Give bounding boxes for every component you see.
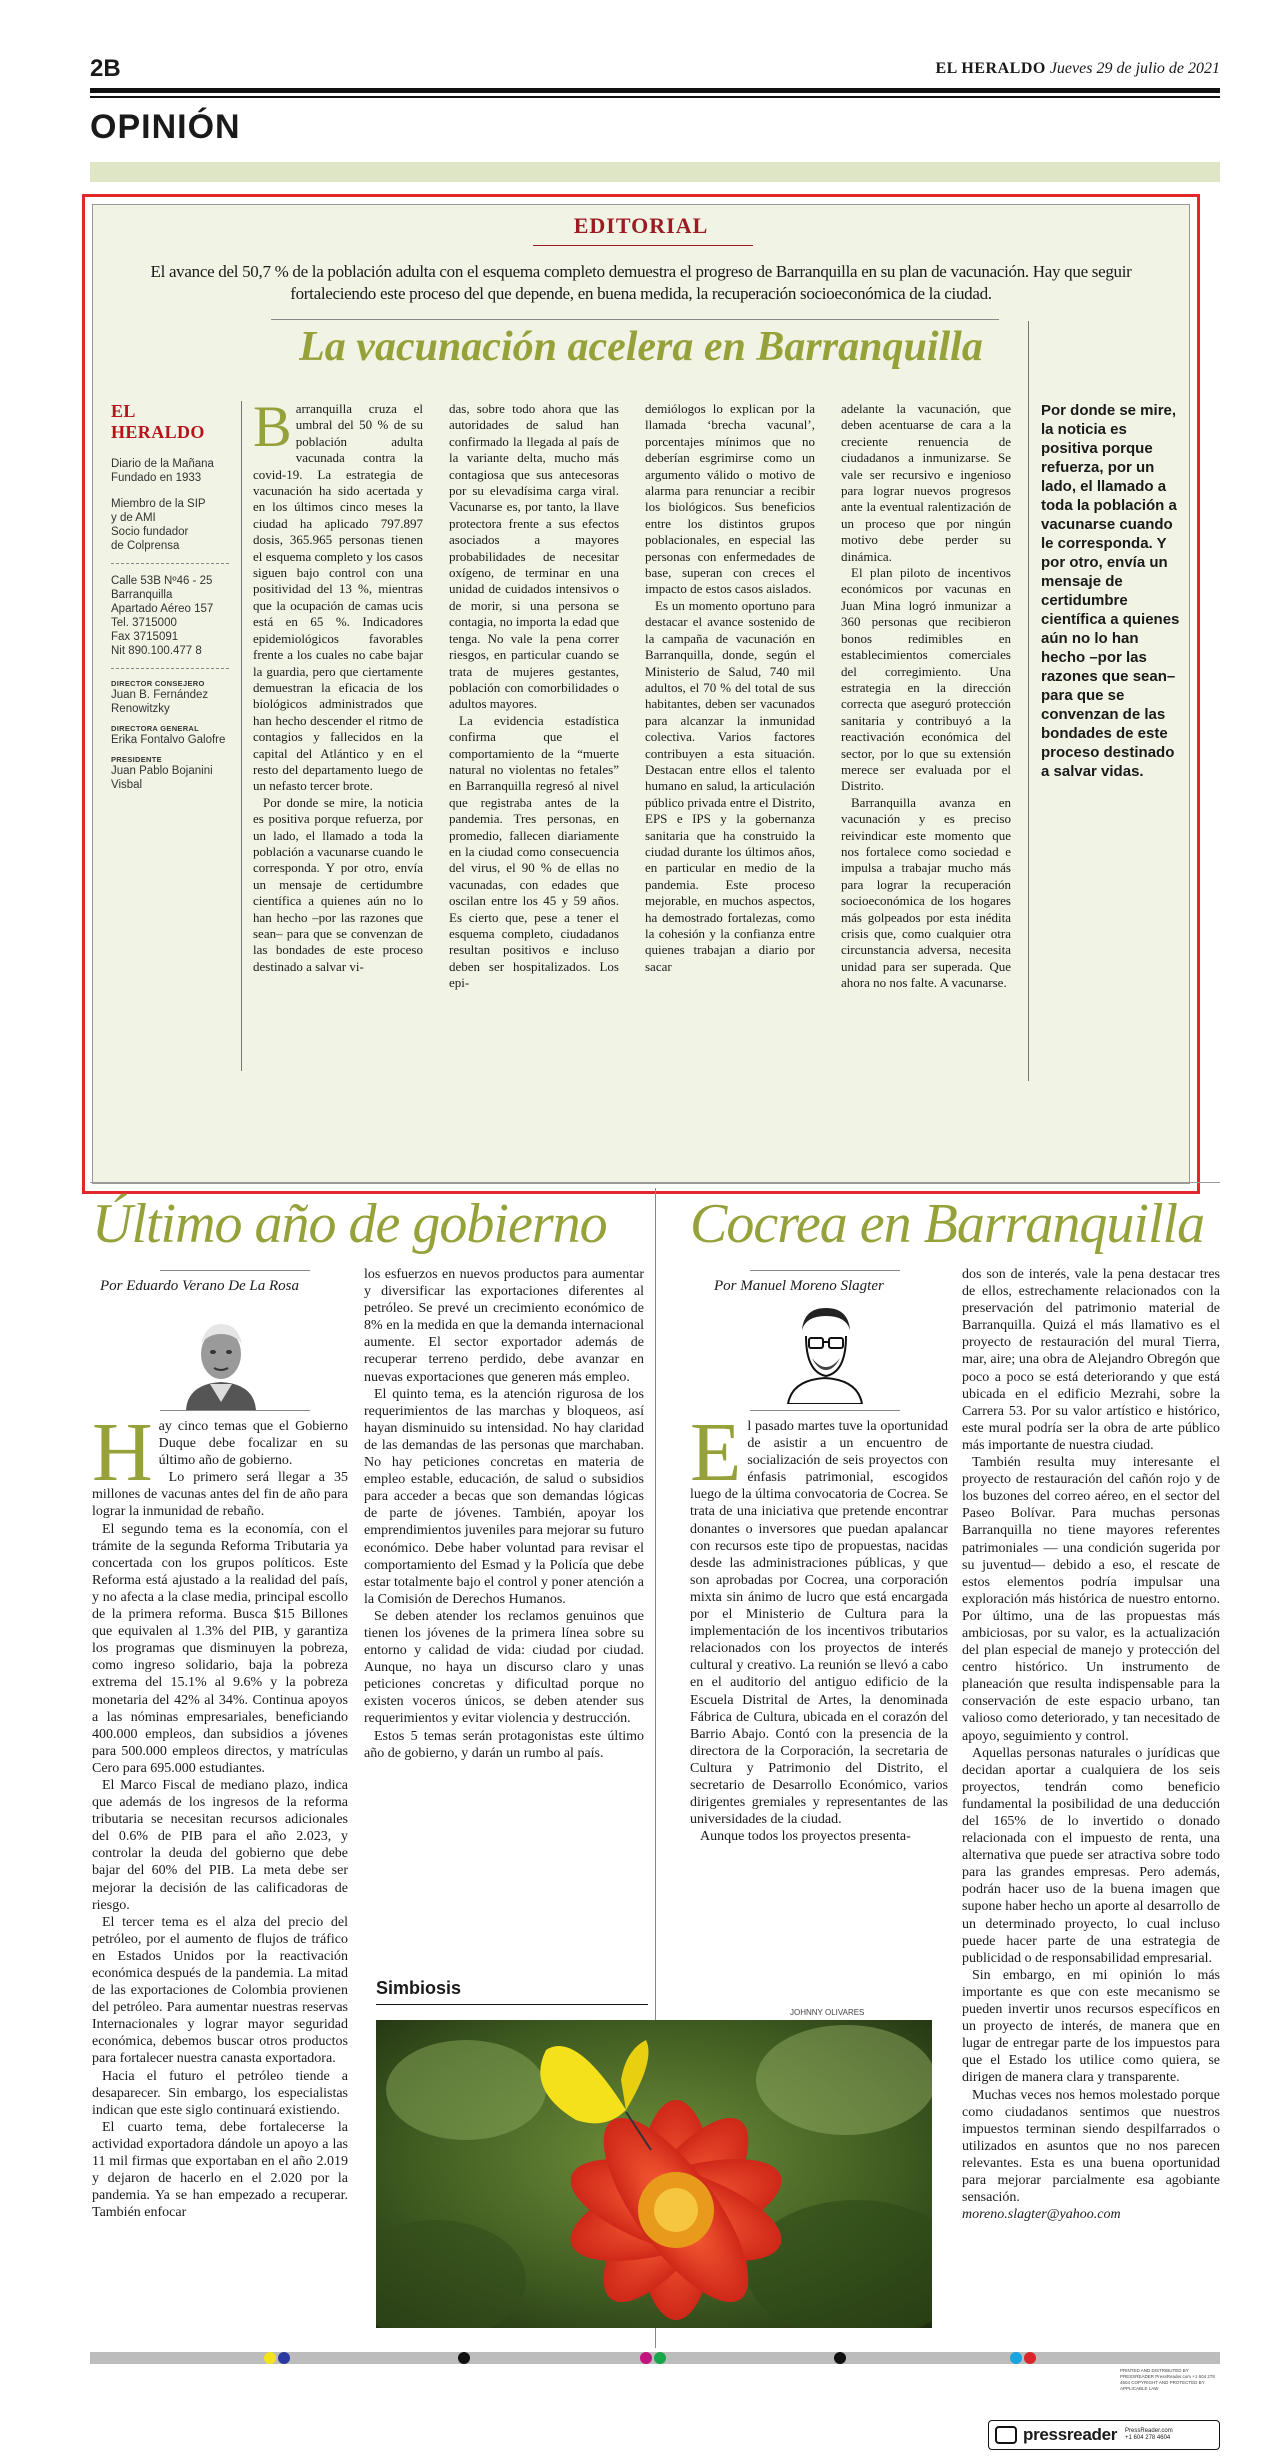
article-paragraph: ay cinco temas que el Gobierno Duque debe focalizar en su último año de gobierno. (158, 1419, 348, 1469)
address-line: Fax 3715091 (111, 631, 179, 643)
photo-title: Simbiosis (376, 1978, 462, 1998)
sidebar-line: de Colprensa (111, 540, 180, 552)
author-portrait-verano (176, 1306, 266, 1410)
article-paragraph: Se deben atender los reclamos genuinos que tienen los jóvenes de la primera línea sobre su entorno y calidad de vida: ciudad por ciudad. Aunque, no haya un discurso claro y unas peticiones concretas y dificultad porque no existen voceros únicos, se deben atender sus requerimientos y evitar violencia y destrucción. (364, 1608, 644, 1727)
article-paragraph: l pasado martes tuve la oportunidad de asistir a un encuentro de socialización de seis proyectos con énfasis patrimonial, escogidos luego de la última convocatoria de Cocrea. Se trata de una iniciativa que pretende encontrar donantes o inversores que puedan apalancar con recursos este tipo de propuestas, nacidas desde las administraciones públicas, y que son aprobadas por Cocrea, una corporación mixta sin ánimo de lucro que está encargada por el Ministerio de Cultura para la implementación de los incentivos tributarios relacionados con los proyectos de interés cultural y creativo. La reunión se llevó a cabo en el auditorio del antiguo edificio de la Escuela Distrital de Artes, la denominada Fábrica de Cultura, ubicada en el corazón del Barrio Abajo. Contó con la presencia de la directora de la Corporación, la secretaria de Cultura y Patrimonio del Distrito, el secretario de Desarrollo Económico, varios dirigentes gremiales y representantes de las universidades de la ciudad. (690, 1419, 948, 1828)
left-article-column-1 (92, 1418, 348, 2348)
registration-mark (278, 2352, 290, 2364)
byline-rule (750, 1410, 900, 1411)
editorial-paragraph: adelante la vacunación, que deben acentuarse de cara a la creciente renuencia de ciudadanos a inmunizarse. Se vale ser recursivo e ingenioso para lograr nuevos progresos ante la eventual ralentización de un proceso que por ningún motivo debe perder su dinámica. (841, 401, 1011, 564)
page-number: 2B (90, 55, 121, 82)
pull-quote: Por donde se mire, la noticia es positiva porque refuerza, por un lado, el llamado a toda la población a vacunarse cuando le corresponda. Y por otro, envía un mensaje de certidumbre científica a quienes aún no lo han hecho –por las razones que sean– para que se convenzan de las bondades de este proceso destinado a salvar vidas. (1041, 402, 1180, 780)
editorial-paragraph: Por donde se mire, la noticia es positiva porque refuerza, por un lado, el llamado a toda la población a vacunarse cuando le corresponda. Y por otro, envía un mensaje de certidumbre científica a quienes aún no lo han hecho –por las razones que sean– para que se convenzan de las bondades de este proceso destinado a salvar vi- (253, 794, 423, 974)
article-paragraph: Hacia el futuro el petróleo tiende a desaparecer. Sin embargo, los especialistas indican que este siglo continuará existiendo. (92, 2068, 348, 2118)
article-paragraph: El Marco Fiscal de mediano plazo, indica que además de los ingresos de la reforma tributaria se necesitan recursos adicionales del 0.6% de PIB para el año 2.023, y controlar la deuda del gobierno que debe bajar del 60% del PIB. La meta debe ser mejorar la decisión de las calificadoras de riesgo. (92, 1777, 348, 1913)
opinion-title-left: Último año de gobierno (92, 1193, 607, 1255)
staff-role: DIRECTORA GENERAL (111, 724, 200, 733)
editorial-paragraph: El plan piloto de incentivos económicos por vacunas en Juan Mina logró inmunizar a 360 personas que recibieron bonos redimibles en establecimientos comerciales del corregimiento. Una estrategia en la dirección correcta que aseguró protección sanitaria y contribuyó a la reactivación económica del sector, por lo que su extensión merece ser evaluada por el Distrito. (841, 565, 1011, 794)
byline-right: Por Manuel Moreno Slagter (714, 1278, 884, 1294)
staff-role: DIRECTOR CONSEJERO (111, 679, 205, 688)
left-article-dropcap: H (92, 1418, 153, 1499)
byline-rule (750, 1270, 900, 1271)
photo-credit: JOHNNY OLIVARES (790, 2008, 865, 2017)
article-paragraph: Sin embargo, en mi opinión lo más importante es que con este mecanismo se pueden invertir unos recursos específicos en un proyecto de interés, de manera que en lugar de entregar parte de los impuestos para que el Estado los utilice como quiera, se dirigen de manera clara y transparente. (962, 1967, 1220, 2086)
pressreader-url: PressReader.com (1125, 2428, 1173, 2434)
address-line: Barranquilla (111, 589, 173, 601)
masthead-date-line (935, 60, 1220, 78)
editorial-paragraph: Barranquilla avanza en vacunación y es preciso reivindicar este momento que nos fortalece como sociedad e impulsa a trabajar mucho más para lograr la recuperación socioeconómica de los hogares más golpeados por esta inédita crisis que, como cualquier otra circunstancia adversa, necesita unidad para ser superada. Que ahora no nos falte. A vacunarse. (841, 794, 1011, 991)
article-paragraph: Aquellas personas naturales o jurídicas que decidan aportar a cualquiera de los seis proyectos, tendrán como beneficio fundamental la posibilidad de una deducción del 165% de lo invertido o donado relacionada con el impuesto de renta, una alternativa que puede ser atractiva sobre todo para las grandes empresas. Pero además, podrán hacer uso de la buena imagen que supone haber hecho un aporte al desarrollo de un determinado proyecto, lo cual incluso puede hacer parte de una estrategia de publicidad o de responsabilidad empresarial. (962, 1745, 1220, 1966)
article-paragraph: Aunque todos los proyectos presenta- (700, 1829, 911, 1845)
section-bar (90, 162, 1220, 182)
address-line: Tel. 3715000 (111, 617, 177, 629)
photo-title-rule (376, 2004, 648, 2005)
byline-rule (160, 1270, 310, 1271)
section-separator (90, 1182, 1220, 1183)
article-paragraph: Muchas veces nos hemos molestado porque como ciudadanos sentimos que nuestros impuestos terminan siendo despilfarrados o utilizados en asuntos que no nos parecen relevantes. Esta es una buena oportunidad para mejorar parcialmente esa agobiante sensación. (962, 2087, 1220, 2206)
staff-name: Juan Pablo Bojanini Visbal (111, 765, 213, 791)
article-paragraph: El quinto tema, es la atención rigurosa de los requerimientos de las marchas y bloqueos, así hayan disminuido su intensidad. No hay claridad de las demandas de las personas que marchaban. No hay peticiones concretas en materia de empleo estable, educación, de salud o subsidios para acceder a becas que son demandas lógicas de parte de jóvenes. También, apoyar los emprendimientos juveniles para mejorar su futuro económico. Debe haber voluntad para revisar el comportamiento del Esmad y la Policía que debe estar totalmente bajo el control y poner atención a la Comisión de Derechos Humanos. (364, 1386, 644, 1607)
registration-mark (834, 2352, 846, 2364)
article-paragraph: El tercer tema es el alza del precio del petróleo, por el aumento de flujos de tráfico en Estados Unidos por la reactivación económica después de la pandemia. La mitad de las exportaciones de Colombia provienen del petróleo. Para aumentar nuestras reservas Internacionales y lograr mayor seguridad económica, debemos buscar otros productos para fortalecer nuestra canasta exportadora. (92, 1914, 348, 2067)
editorial-paragraph: Es un momento oportuno para destacar el avance sostenido de la campaña de vacunación en Barranquilla, donde, según el Ministerio de Salud, 740 mil adultos, el 70 % del total de sus habitantes, deben ser vacunados para alcanzar la inmunidad colectiva. Varios factores contribuyen a esta situación. Destacan entre ellos el talento humano en salud, la articulación público privada entre el Distrito, EPS e IPS y la gobernanza sanitaria que ha construido la ciudad durante los últimos años, en particular en medio de la pandemia. Este proceso mejorable, en muchos aspectos, ha demostrado fortalezas, como la cohesión y la confianza entre quienes trabajan a diario por sacar (645, 597, 815, 974)
pressreader-phone: +1 604 278 4604 (1125, 2435, 1171, 2441)
article-paragraph: Estos 5 temas serán protagonistas este último año de gobierno, y darán un rumbo al país. (364, 1728, 644, 1761)
editorial-paragraph: demiólogos lo explican por la llamada ‘brecha vacunal’, porcentajes mínimos que no deberían esgrimirse como un argumento válido o motivo de alarma para renunciar a recibir los biológicos. Sus beneficios entre los distintos grupos poblacionales, en especial las personas con enfermedades de base, superan con creces el impacto de estos casos aislados. (645, 401, 815, 597)
article-paragraph: El segundo tema es la economía, con el trámite de la segunda Reforma Tributaria ya concertada con los grupos políticos. Este Reforma está ajustado a la realidad del país, y no afecta a la clase media, principal escollo de la primera reforma. Busca $15 Billones que equivalen al 1.3% del PIB, y garantiza los programas que disminuyen la pobreza, como ingreso solidario, baja la pobreza extrema del 15.1% al 9.6% y la pobreza monetaria del 42% al 34%. Continua apoyos a las nóminas empresariales, beneficiando 400.000 empleos, dan subsidios a jóvenes para 500.000 empleos directos, y matrículas Cero para 695.000 estudiantes. (92, 1521, 348, 1776)
registration-mark (1010, 2352, 1022, 2364)
registration-mark (654, 2352, 666, 2364)
registration-mark (264, 2352, 276, 2364)
sidebar-line: Miembro de la SIP (111, 498, 206, 510)
editorial-kicker: EDITORIAL (573, 213, 709, 238)
byline-left: Por Eduardo Verano De La Rosa (100, 1278, 300, 1294)
right-article-column-2 (962, 1266, 1220, 2348)
header-rule-thin (90, 96, 1220, 98)
header-rule (90, 88, 1220, 93)
editorial-headline: La vacunación acelera en Barranquilla (299, 324, 983, 370)
section-title: OPINIÓN (90, 108, 241, 146)
staff-name: Erika Fontalvo Galofre (111, 734, 226, 746)
sidebar-line: Fundado en 1933 (111, 472, 202, 484)
left-article-column-2 (364, 1266, 644, 1946)
address-line: Nit 890.100.477 8 (111, 645, 202, 657)
article-paragraph: los esfuerzos en nuevos productos para aumentar y diversificar las exportaciones diferentes al petróleo. Se prevé un crecimiento económico de 8% en la medida en que la demanda internacional aumente. El sector exportador además de recuperar terreno perdido, debe avanzar en nuevas exportaciones que generen más empleo. (364, 1267, 644, 1385)
highlight-box (82, 194, 1200, 1194)
article-paragraph: Lo primero será llegar a 35 millones de vacunas antes del fin de año para lograr la inmunidad de rebaño. (92, 1470, 348, 1520)
staff-role: PRESIDENTE (111, 755, 162, 764)
registration-mark (640, 2352, 652, 2364)
editorial-paragraph: La evidencia estadística confirma que el comportamiento de la “muerte natural no violentas no fetales” en Barranquilla regresó al nivel que registraba antes de la pandemia. Tres personas, en promedio, fallecen diariamente en la ciudad como consecuencia del virus, el 90 % de ellas no vacunadas, con edades que oscilan entre los 45 y 59 años. Es cierto que, pese a tener el esquema completo, ciudadanos resultan positivos e incluso deben ser hospitalizados. Los epi- (449, 712, 619, 991)
address-line: Apartado Aéreo 157 (111, 603, 214, 615)
distribution-notice: PRINTED AND DISTRIBUTED BY PRESSREADER PressReader.com +1 604 278 4604 COPYRIGHT AND PROTECTED BY APPLICABLE LAW (1120, 2368, 1215, 2391)
registration-mark (458, 2352, 470, 2364)
byline-rule (160, 1410, 310, 1411)
el-heraldo-logo: EL HERALDO (111, 401, 205, 442)
editorial-paragraph: das, sobre todo ahora que las autoridades de salud han confirmado la llegada al país de la variante delta, mucho más contagiosa que sus antecesoras por su elevadísima carga viral. Vacunarse es, por tanto, la llave protectora frente a sus efectos asociados a mayores probabilidades de necesitar oxígeno, de terminar en una unidad de cuidados intensivos o de morir, si una persona se contagia, no importa la edad que tenga. No vale la pena correr riesgos, en particular cuando se trata de mujeres gestantes, población con comorbilidades o adultos mayores. (449, 401, 619, 712)
editorial-paragraph: arranquilla cruza el umbral del 50 % de su población adulta vacunada contra la covid-19. La estrategia de vacunación ha sido acertada y en los últimos cinco meses la ciudad ha aplicado 797.897 dosis, 365.965 personas tienen el esquema completo y los casos siguen bajo control con una positividad del 13 %, mientras que la ocupación de camas ucis está en 65 %. Indicadores epidemiológicos favorables frente a los cuales no cabe bajar la guardia, pero que ciertamente demuestran la eficacia de los biológicos administrados que han hecho descender el ritmo de contagios y fallecidos en la capital del Atlántico y en el resto del departamento luego de un nefasto tercer brote. (253, 401, 423, 794)
registration-mark (1024, 2352, 1036, 2364)
newspaper-name: EL HERALDO (935, 60, 1046, 77)
pressreader-icon (995, 2426, 1017, 2444)
editorial-dropcap: B (253, 401, 292, 459)
pressreader-logo[interactable] (988, 2420, 1220, 2450)
pressreader-name: pressreader (1023, 2425, 1118, 2444)
opinion-title-right: Cocrea en Barranquilla (690, 1193, 1205, 1255)
sidebar-line: y de AMI (111, 512, 156, 524)
article-paragraph: dos son de interés, vale la pena destacar tres de ellos, estrechamente relacionados con la preservación del patrimonio material de Barranquilla. Quizá el más llamativo es el proyecto de restauración del mural Tierra, mar, aire; una obra de Alejandro Obregón que poco a poco se está deteriorando y que está ubicada en el edificio Mezrahi, sobre la Carrera 53. Por su valor artístico e histórico, este mural podría ser la obra de arte público más importante de nuestra ciudad. (962, 1267, 1220, 1453)
editorial-dek: El avance del 50,7 % de la población adulta con el esquema completo demuestra el progreso de Barranquilla en su plan de vacunación. Hay que seguir fortaleciendo este proceso del que depende, en buena medida, la recuperación socioeconómica de la ciudad. (150, 262, 1132, 303)
author-email[interactable]: moreno.slagter@yahoo.com (962, 2207, 1121, 2223)
article-paragraph: También resulta muy interesante el proyecto de restauración del cañón rojo y de los buzones del correo aéreo, en el sector del Paseo Bolívar. Para muchas personas Barranquilla no tiene mayores referentes patrimoniales — una condición sugerida por su juventud— debido a eso, el rescate de estos elementos podría impulsar una exploración más histórica de nuestro entorno. Por último, una de las propuestas más ambiciosas, por su valor, es la actualización del plan especial de manejo y protección del centro histórico. Un instrumento de planeación que resulta indispensable para la conservación de este espacio urbano, tan valioso como deteriorado, y tan necesitado de apoyo, seguimiento y control. (962, 1455, 1220, 1744)
sidebar-line: Socio fundador (111, 526, 189, 538)
page-header (90, 50, 1220, 88)
staff-name: Juan B. Fernández Renowitzky (111, 689, 209, 715)
address-line: Calle 53B Nº46 - 25 (111, 575, 213, 587)
issue-date: Jueves 29 de julio de 2021 (1049, 60, 1220, 77)
right-article-dropcap: E (690, 1418, 742, 1499)
right-article-column-1 (690, 1418, 948, 2348)
sidebar-line: Diario de la Mañana (111, 458, 214, 470)
author-portrait-moreno (780, 1300, 870, 1404)
pressreader-contact (1125, 2428, 1173, 2442)
article-paragraph: El cuarto tema, debe fortalecerse la actividad exportadora dándole un apoyo a las 11 mil firmas que exportaban en el año 2.019 y dejaron de hacerlo en el 2.020 por la pandemia. Ya se han empezado a recuperar. También enfocar (92, 2119, 348, 2221)
